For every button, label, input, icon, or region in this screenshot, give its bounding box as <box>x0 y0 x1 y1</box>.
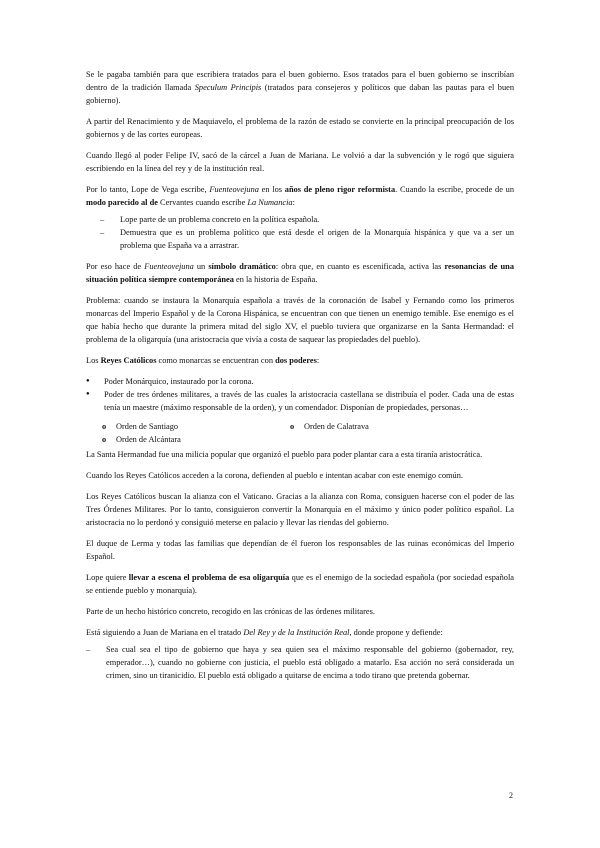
paragraph-oligarquia <box>86 571 514 597</box>
text: . Cuando la escribe, procede de un <box>395 185 515 194</box>
bold-text: Reyes Católicos <box>100 356 157 365</box>
paragraph-felipe-iv: Cuando llegó al poder Felipe IV, sacó de la cárcel a Juan de Mariana. Le volvió a dar la subvención y le rogó que siguiera escribiendo en la línea del rey y de la institución real. <box>86 151 514 173</box>
text: que es el enemigo de la sociedad española (por sociedad española se entiende pueblo y monarquía). <box>86 573 514 595</box>
text: Lope quiere <box>86 573 129 582</box>
orders-row <box>86 420 514 433</box>
order-item: o Orden de Santiago <box>86 420 274 433</box>
page-number: 2 <box>509 791 513 800</box>
list-item: ● Poder Monárquico, instaurado por la corona. <box>86 375 514 388</box>
italic-title: La Numancia <box>247 198 293 207</box>
document-page <box>86 68 514 690</box>
bold-text: llevar a escena el problema de esa oligarquía <box>128 573 290 582</box>
bold-text: años de pleno rigor reformista <box>284 185 396 194</box>
list-item: – Sea cual sea el tipo de gobierno que haya y sea quien sea el máximo responsable del gobierno (gobernador, rey, emperador…), cuando no gobierne con justicia, el pueblo está obligado a matarlo. Esa acción no será considerada un crimen, sino un tiranicidio. El pueblo está obligado a quitarse de encima a todo tirano que pretenda gobernar. <box>86 643 514 682</box>
paragraph-reyes-catolicos <box>86 354 514 367</box>
list-item: – Demuestra que es un problema político que está desde el origen de la Monarquía hispánica y que va a ser un problema que España va a arrastrar. <box>100 226 514 252</box>
text: Por eso hace de <box>86 262 145 271</box>
paragraph-renacimiento: A partir del Renacimiento y de Maquiavelo, el problema de la razón de estado se convierte en la principal preocupación de los gobiernos y de las cortes europeas. <box>86 117 514 139</box>
list-item: ● Poder de tres órdenes militares, a través de las cuales la aristocracia castellana se distribuía el poder. Cada una de estas tenía un maestre (máximo responsable de la orden), y un comendador. Disponían de propiedades, personas… <box>86 388 514 414</box>
text: Los <box>86 356 101 365</box>
text: en la historia de España. <box>233 275 318 284</box>
order-item: o Orden de Calatrava <box>274 420 369 433</box>
paragraph-simbolo <box>86 260 514 286</box>
italic-title: Fuenteovejuna <box>209 185 259 194</box>
bullet-list-poderes <box>86 375 514 414</box>
text: : <box>292 198 295 207</box>
text: Por lo tanto, Lope de Vega escribe, <box>86 185 210 194</box>
dash-list-lope <box>86 213 514 252</box>
dash-list-tiranicidio <box>86 643 514 682</box>
bold-text: resonancias de una situación política siempre contemporánea <box>86 262 514 284</box>
text: , donde propone y defiende: <box>349 628 443 637</box>
paragraph-speculum <box>86 68 514 107</box>
paragraph-problema: Problema: cuando se instaura la Monarquía española a través de la coronación de Isabel y Fernando como los primeros monarcas del Imperio Español y de la Corona Hispánica, se encuentran con que tienen un enemigo temible. Ese enemigo es el que había hecho que durante la primera mitad del siglo XV, el pueblo tuviera que organizarse en la Santa Hermandad: el problema de la oligarquía (una aristocracia que vivía a costa de saquear las propiedades del pueblo). <box>86 296 514 344</box>
text: (tratados para consejeros y políticos que daban las pautas para el buen gobierno). <box>86 83 514 105</box>
order-item: o Orden de Alcántara <box>86 433 274 446</box>
italic-title: Del Rey y de la Institución Real <box>243 628 350 637</box>
text: Cervantes cuando escribe <box>157 198 248 207</box>
text: : obra que, en cuanto es escenificada, activa las <box>275 262 445 271</box>
bold-text: símbolo dramático <box>208 262 276 271</box>
list-item: – Lope parte de un problema concreto en la política española. <box>100 213 514 226</box>
paragraph-mariana <box>86 626 514 639</box>
paragraph-santa-hermandad: La Santa Hermandad fue una milicia popular que organizó el pueblo para poder plantar cara a esta tiranía aristocrática. <box>86 450 483 459</box>
paragraph-vaticano: Los Reyes Católicos buscan la alianza con el Vaticano. Gracias a la alianza con Roma, consiguen hacerse con el poder de las Tres Órdenes Militares. Por lo tanto, consiguieron convertir la Monarquía en el máximo y único poder político español. La aristocracia no lo perdonó y consiguió meterse en palacio y llevar las riendas del gobierno. <box>86 492 514 527</box>
italic-title: Fuenteovejuna <box>144 262 194 271</box>
paragraph-lope-escribe <box>86 183 514 209</box>
text: Está siguiendo a Juan de Mariana en el tratado <box>86 628 244 637</box>
text: Se le pagaba también para que escribiera tratados para el buen gobierno. Esos tratados para el buen gobierno se inscribían dentro de la tradición llamada <box>86 70 514 92</box>
paragraph-lerma: El duque de Lerma y todas las familias que dependían de él fueron los responsables de las ruinas económicas del Imperio Español. <box>86 539 514 561</box>
orders-list <box>86 420 514 446</box>
italic-title: Speculum Principis <box>194 83 262 92</box>
text: en los <box>258 185 285 194</box>
text: como monarcas se encuentran con <box>156 356 276 365</box>
paragraph-hecho-historico: Parte de un hecho histórico concreto, recogido en las crónicas de las órdenes militares. <box>86 607 375 616</box>
bold-text: dos poderes <box>275 356 317 365</box>
orders-row <box>86 433 514 446</box>
paragraph-acceden: Cuando los Reyes Católicos acceden a la corona, defienden al pueblo e intentan acabar con este enemigo común. <box>86 471 463 480</box>
text: : <box>316 356 320 365</box>
text: un <box>193 262 209 271</box>
bold-text: modo parecido al de <box>86 198 158 207</box>
